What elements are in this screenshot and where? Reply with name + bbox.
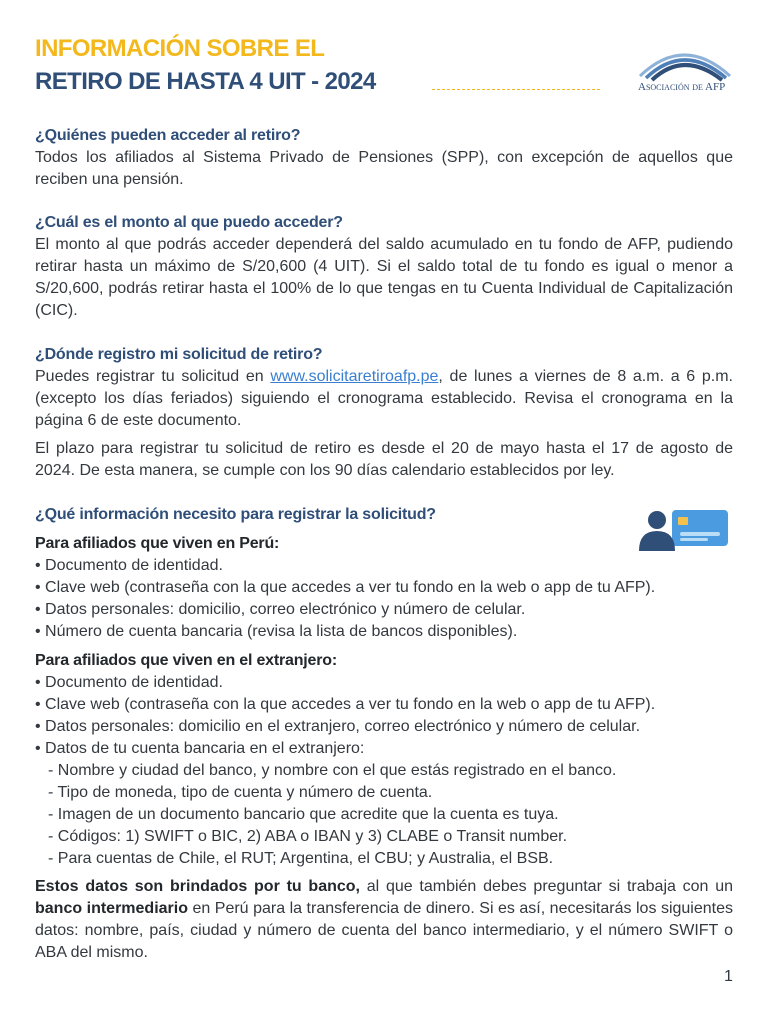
- question-who: ¿Quiénes pueden acceder al retiro?: [35, 127, 301, 144]
- title-line-1: INFORMACIÓN SOBRE EL: [35, 35, 325, 62]
- section-amount: [35, 212, 733, 322]
- sub-list-item: - Códigos: 1) SWIFT o BIC, 2) ABA o IBAN y 3) CLABE o Transit number.: [48, 828, 568, 845]
- sub-list-item: - Nombre y ciudad del banco, y nombre con el que estás registrado en el banco.: [48, 762, 617, 779]
- answer-who: Todos los afiliados al Sistema Privado de Pensiones (SPP), con excepción de aquellos que reciben una pensión.: [35, 149, 733, 188]
- sub-list-item: - Para cuentas de Chile, el RUT; Argentina, el CBU; y Australia, el BSB.: [48, 850, 554, 867]
- peru-title: Para afiliados que viven en Perú:: [35, 535, 280, 552]
- section-who: [35, 125, 733, 191]
- section-info: [35, 504, 733, 964]
- list-item: • Datos de tu cuenta bancaria en el extranjero:: [35, 740, 365, 757]
- list-item: • Número de cuenta bancaria (revisa la lista de bancos disponibles).: [35, 623, 518, 640]
- list-item: • Documento de identidad.: [35, 557, 223, 574]
- bank-note-text: al que también debes preguntar si trabaja con un: [359, 878, 733, 895]
- dashed-divider: [432, 89, 600, 90]
- answer-where-deadline: El plazo para registrar tu solicitud de retiro es desde el 20 de mayo hasta el 17 de agosto de 2024. De esta manera, se cumple con los 90 días calendario establecidos por ley.: [35, 440, 733, 479]
- answer-where-text-2: , de lunes a viernes de 8 a.m. a 6 p.m. (excepto los días feriados) siguiendo el cronograma establecido. Revisa el cronograma en la página 6 de este documento.: [35, 368, 733, 429]
- solicita-retiro-link[interactable]: www.solicitaretiroafp.pe: [270, 368, 439, 385]
- sub-list-item: - Imagen de un documento bancario que acredite que la cuenta es tuya.: [48, 806, 559, 823]
- page-number: 1: [724, 968, 733, 985]
- question-amount: ¿Cuál es el monto al que puedo acceder?: [35, 214, 343, 231]
- section-where: [35, 344, 733, 482]
- bank-note: [35, 876, 733, 964]
- title-line-2: RETIRO DE HASTA 4 UIT - 2024: [35, 68, 376, 95]
- list-item: • Datos personales: domicilio, correo electrónico y número de celular.: [35, 601, 526, 618]
- question-where: ¿Dónde registro mi solicitud de retiro?: [35, 346, 323, 363]
- bank-note-text-2: en Perú para la transferencia de dinero. Si es así, necesitarás los siguientes datos: nombre, país, ciudad y número de cuenta del banco intermediario, y el número SWIFT o ABA del mismo.: [35, 900, 733, 961]
- logo-text: Asociación de AFP: [638, 81, 726, 93]
- abroad-title: Para afiliados que viven en el extranjero:: [35, 652, 337, 669]
- list-item: • Clave web (contraseña con la que accedes a ver tu fondo en la web o app de tu AFP).: [35, 696, 656, 713]
- answer-amount: El monto al que podrás acceder dependerá del saldo acumulado en tu fondo de AFP, pudiendo retirar hasta un máximo de S/20,600 (4 UIT). Si el saldo total de tu fondo es igual o menor a S/20,600, podrás retirar hasta el 100% de lo que tengas en tu Cuenta Individual de Capitalización (CIC).: [35, 236, 733, 319]
- list-item: • Clave web (contraseña con la que accedes a ver tu fondo en la web o app de tu AFP).: [35, 579, 656, 596]
- answer-where: [35, 366, 733, 432]
- list-item: • Datos personales: domicilio en el extranjero, correo electrónico y número de celular.: [35, 718, 641, 735]
- list-item: • Documento de identidad.: [35, 674, 223, 691]
- bank-note-bold-2: banco intermediario: [35, 900, 188, 917]
- question-info: ¿Qué información necesito para registrar la solicitud?: [35, 506, 436, 523]
- answer-where-text: Puedes registrar tu solicitud en: [35, 368, 271, 385]
- bank-note-bold: Estos datos son brindados por tu banco,: [35, 878, 360, 895]
- sub-list-item: - Tipo de moneda, tipo de cuenta y número de cuenta.: [48, 784, 433, 801]
